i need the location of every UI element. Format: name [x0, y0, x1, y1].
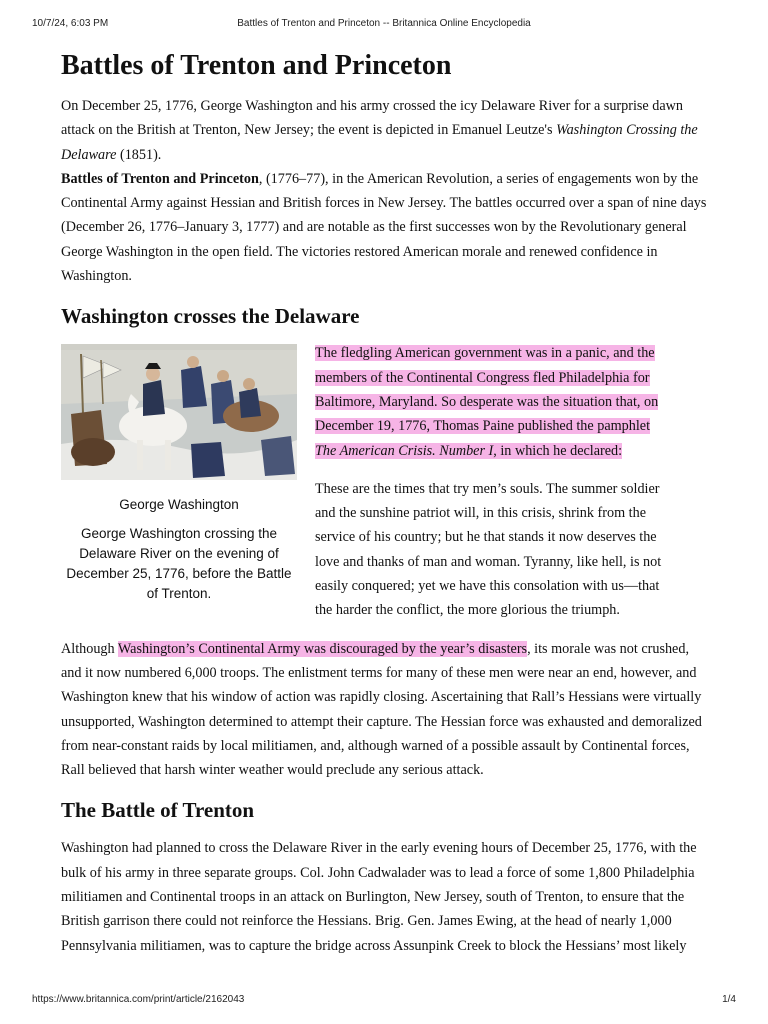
painting-illustration — [61, 344, 297, 480]
article — [61, 48, 707, 958]
trenton-paragraph: Washington had planned to cross the Delaware River in the early evening hours of December 25, 1776, with the bulk of his army in three separate groups. Col. John Cadwalader was to lead a force of some 1,800 Philadelphia militiamen and Continental troops in an attack on Burlington, New Jersey, south of Trenton, to ensure that the British garrison there could not reinforce the Hessians. Brig. Gen. James Ewing, at the head of nearly 1,000 Pennsylvania militiamen, was to capture the bridge across Assunpink Creek to block the Hessians’ most likely — [61, 840, 697, 954]
section-heading-battle-of-trenton: The Battle of Trenton — [61, 798, 255, 823]
figure-row — [61, 344, 707, 622]
paine-text: The fledgling American government was in a panic, and the members of the Continental Congress fled Philadelphia for Baltimore, Maryland. So desperate was the situation that, on December 19, 1776, Thomas Paine published the pamphlet — [315, 345, 659, 435]
print-url: https://www.britannica.com/print/article/2162043 — [32, 994, 245, 1005]
paine-text-end: , in which he declared: — [493, 442, 623, 459]
highlighted-morale-text: Washington’s Continental Army was discouraged by the year’s disasters — [117, 640, 528, 657]
intro-paragraph — [61, 94, 707, 167]
figure — [61, 344, 297, 622]
paine-quote: These are the times that try men’s souls. The summer soldier and the sunshine patriot will, in this crisis, shrink from the service of his country; but he that stands it now deserves the love and thanks of man and woman. Tyranny, like hell, is not easily conquered; yet we have this consolation with us—that the harder the conflict, the more glorious the triumph. — [315, 480, 662, 619]
print-page-number: 1/4 — [722, 994, 736, 1005]
definition-text: , (1776–77), in the American Revolution, a series of engagements won by the Continental Army against Hessian and British forces in New Jersey. The battles occurred over a span of nine days (December 26, 1776–January 3, 1777) and are notable as the first successes won by the Revolutionary general George Washington in the open field. The victories restored American morale and renewed confidence in Washington. — [61, 170, 707, 285]
intro-text: On December 25, 1776, George Washington and his army crossed the icy Delaware River for a surprise dawn attack on the British at Trenton, New Jersey; the event is depicted in Emanuel Leutze's — [61, 98, 684, 139]
print-datetime: 10/7/24, 6:03 PM — [32, 18, 109, 29]
pamphlet-title: The American Crisis. Number I — [315, 442, 494, 459]
painting-title: Washington Crossing the Delaware — [61, 122, 698, 163]
paine-paragraph — [315, 341, 665, 462]
intro-text-end: (1851). — [116, 146, 162, 163]
print-header — [0, 18, 768, 32]
figure-side-text — [315, 344, 665, 622]
figure-caption-description: George Washington crossing the Delaware River on the evening of December 25, 1776, before the Battle of Trenton. — [66, 526, 292, 602]
highlighted-text — [315, 345, 658, 458]
article-title: Battles of Trenton and Princeton — [61, 50, 452, 81]
morale-paragraph — [61, 637, 707, 783]
print-page-title: Battles of Trenton and Princeton -- Britannica Online Encyclopedia — [237, 18, 531, 29]
section-heading-washington-crosses: Washington crosses the Delaware — [61, 304, 360, 329]
print-footer — [0, 994, 768, 1008]
morale-text: , its morale was not crushed, and it now numbered 6,000 troops. The enlistment terms for many of these men were near an end, however, and Washington knew that his window of action was rapidly closing. Ascertaining that Rall’s Hessians were virtually unsupported, Washington determined to attempt their capture. The Hessian force was exhausted and demoralized from near-constant raids by local militiamen, and, although warned of a possible assault by Continental forces, Rall believed that harsh winter weather would preclude any serious attack. — [61, 640, 702, 779]
figure-caption-title: George Washington — [119, 497, 239, 513]
definition-term: Battles of Trenton and Princeton — [61, 170, 259, 187]
definition-paragraph — [61, 167, 707, 288]
washington-crossing-image[interactable] — [61, 344, 297, 480]
morale-text-start: Although — [61, 640, 118, 657]
